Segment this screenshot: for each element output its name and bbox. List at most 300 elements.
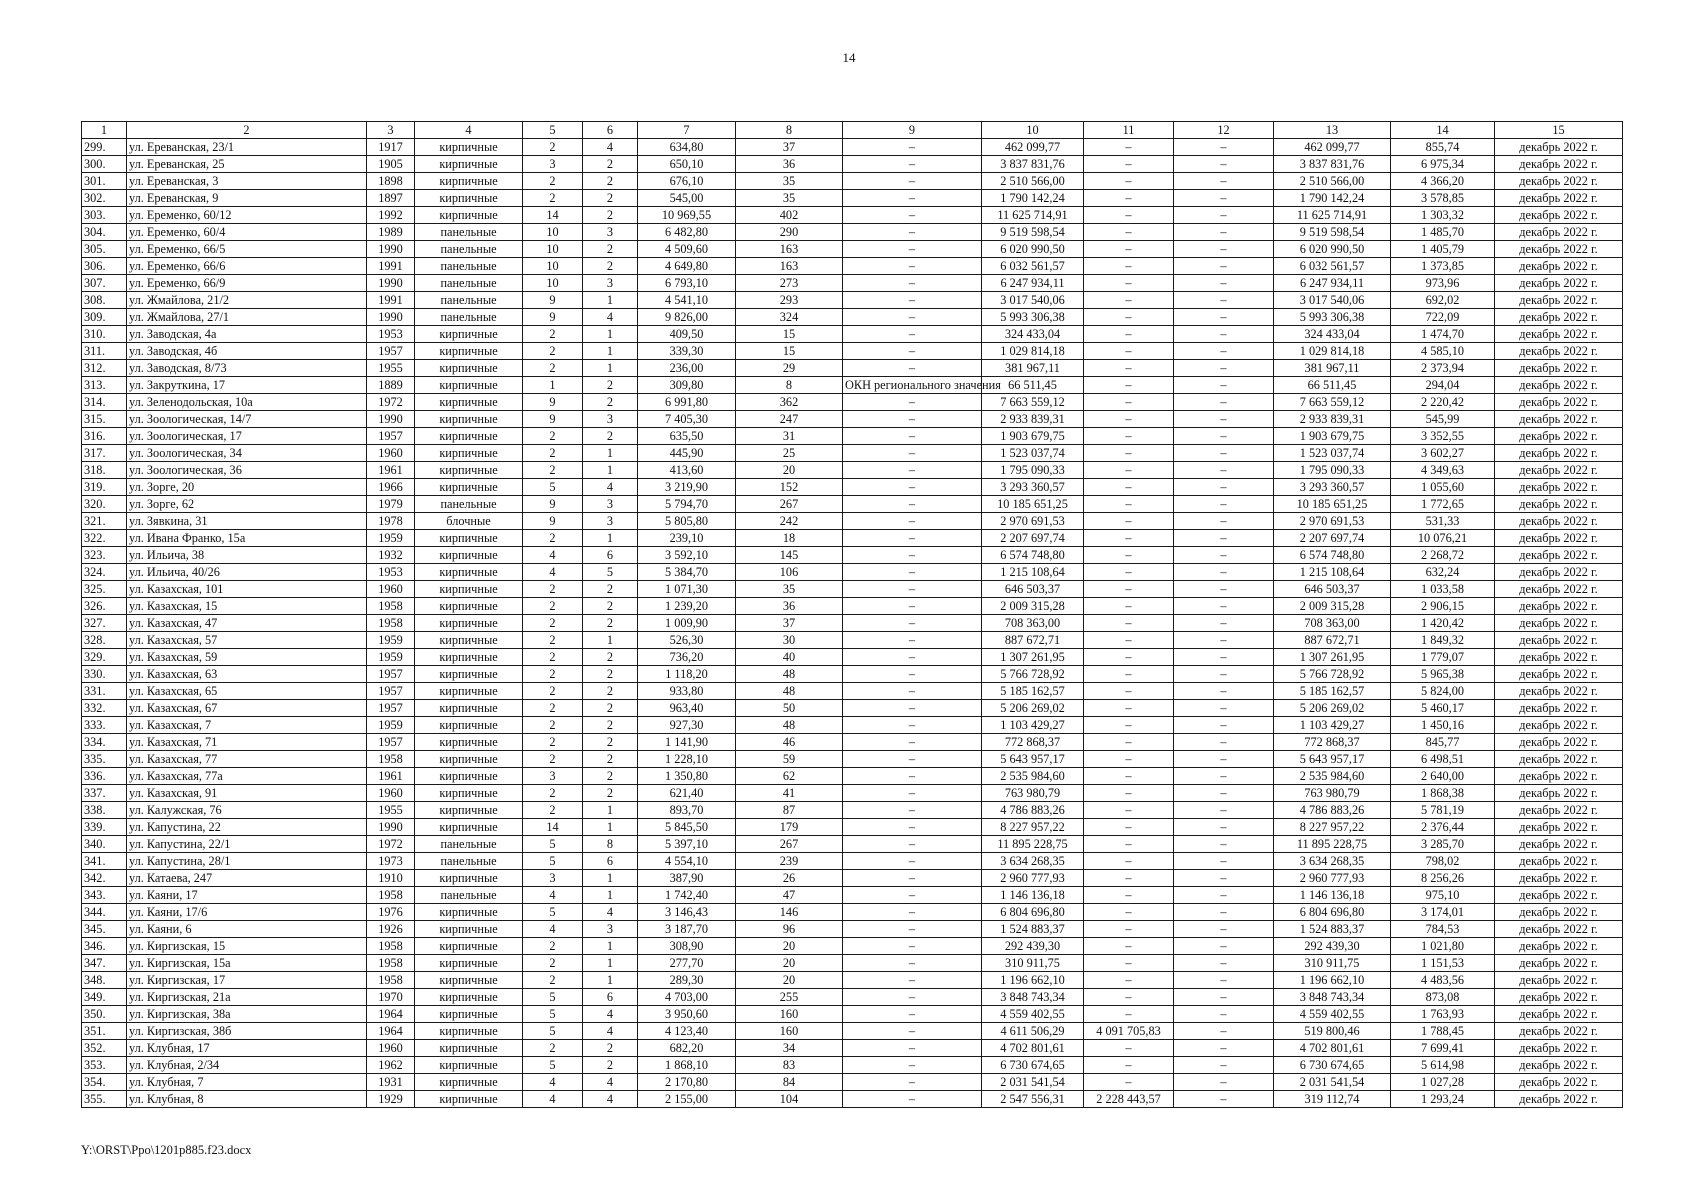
table-cell-col-7: 621,40 bbox=[638, 785, 736, 802]
table-cell-col-5: 2 bbox=[523, 139, 583, 156]
table-cell-col-14: 2 373,94 bbox=[1391, 360, 1495, 377]
table-cell-col-5: 5 bbox=[523, 479, 583, 496]
table-cell-col-8: 104 bbox=[736, 1091, 843, 1108]
file-path-footer: Y:\ORST\Ppo\1201p885.f23.docx bbox=[81, 1143, 252, 1157]
column-header-3: 3 bbox=[367, 122, 415, 139]
table-body bbox=[82, 139, 1623, 1108]
table-cell-col-14: 1 033,58 bbox=[1391, 581, 1495, 598]
table-cell-col-10: 381 967,11 bbox=[982, 360, 1084, 377]
table-cell-col-3: 1972 bbox=[367, 836, 415, 853]
table-cell-col-14: 1 405,79 bbox=[1391, 241, 1495, 258]
table-cell-col-1: 324. bbox=[82, 564, 127, 581]
table-cell-col-5: 2 bbox=[523, 462, 583, 479]
table-cell-col-5: 10 bbox=[523, 241, 583, 258]
table-cell-col-10: 5 206 269,02 bbox=[982, 700, 1084, 717]
table-cell-col-1: 343. bbox=[82, 887, 127, 904]
table-cell-col-12: – bbox=[1174, 972, 1274, 989]
table-cell-col-8: 37 bbox=[736, 615, 843, 632]
table-cell-col-7: 1 239,20 bbox=[638, 598, 736, 615]
table-cell-col-8: 239 bbox=[736, 853, 843, 870]
table-cell-col-8: 267 bbox=[736, 836, 843, 853]
table-cell-col-11: – bbox=[1084, 938, 1174, 955]
table-cell-col-11: – bbox=[1084, 717, 1174, 734]
table-cell-col-1: 335. bbox=[82, 751, 127, 768]
table-cell-col-14: 1 293,24 bbox=[1391, 1091, 1495, 1108]
table-cell-col-3: 1929 bbox=[367, 1091, 415, 1108]
table-cell-col-4: кирпичные bbox=[415, 1006, 523, 1023]
table-cell-col-2: ул. Зорге, 20 bbox=[127, 479, 367, 496]
table-cell-col-15: декабрь 2022 г. bbox=[1495, 428, 1623, 445]
table-cell-col-15: декабрь 2022 г. bbox=[1495, 1091, 1623, 1108]
table-cell-col-15: декабрь 2022 г. bbox=[1495, 683, 1623, 700]
table-cell-col-2: ул. Катаева, 247 bbox=[127, 870, 367, 887]
table-cell-col-1: 338. bbox=[82, 802, 127, 819]
table-cell-col-3: 1991 bbox=[367, 292, 415, 309]
table-cell-col-7: 289,30 bbox=[638, 972, 736, 989]
table-cell-col-5: 2 bbox=[523, 615, 583, 632]
table-cell-col-14: 10 076,21 bbox=[1391, 530, 1495, 547]
table-row bbox=[82, 292, 1623, 309]
table-cell-col-7: 1 118,20 bbox=[638, 666, 736, 683]
table-cell-col-10: 324 433,04 bbox=[982, 326, 1084, 343]
table-cell-col-8: 145 bbox=[736, 547, 843, 564]
table-cell-col-9: – bbox=[843, 615, 982, 632]
table-cell-col-13: 11 625 714,91 bbox=[1274, 207, 1391, 224]
table-cell-col-6: 1 bbox=[583, 819, 638, 836]
table-cell-col-9: – bbox=[843, 1074, 982, 1091]
table-cell-col-5: 4 bbox=[523, 1074, 583, 1091]
table-cell-col-5: 2 bbox=[523, 972, 583, 989]
table-cell-col-8: 179 bbox=[736, 819, 843, 836]
table-cell-col-2: ул. Клубная, 8 bbox=[127, 1091, 367, 1108]
table-cell-col-2: ул. Казахская, 57 bbox=[127, 632, 367, 649]
table-cell-col-10: 3 293 360,57 bbox=[982, 479, 1084, 496]
table-row bbox=[82, 751, 1623, 768]
table-cell-col-9: – bbox=[843, 241, 982, 258]
table-cell-col-5: 2 bbox=[523, 632, 583, 649]
table-cell-col-12: – bbox=[1174, 547, 1274, 564]
table-cell-col-9: – bbox=[843, 853, 982, 870]
table-cell-col-3: 1958 bbox=[367, 938, 415, 955]
table-cell-col-8: 242 bbox=[736, 513, 843, 530]
table-cell-col-2: ул. Ереванская, 25 bbox=[127, 156, 367, 173]
table-cell-col-10: 763 980,79 bbox=[982, 785, 1084, 802]
table-cell-col-3: 1926 bbox=[367, 921, 415, 938]
table-cell-col-14: 2 268,72 bbox=[1391, 547, 1495, 564]
table-cell-col-15: декабрь 2022 г. bbox=[1495, 207, 1623, 224]
table-cell-col-12: – bbox=[1174, 819, 1274, 836]
table-cell-col-9: – bbox=[843, 581, 982, 598]
table-cell-col-14: 2 376,44 bbox=[1391, 819, 1495, 836]
table-cell-col-6: 1 bbox=[583, 530, 638, 547]
table-cell-col-7: 4 509,60 bbox=[638, 241, 736, 258]
table-cell-col-13: 1 196 662,10 bbox=[1274, 972, 1391, 989]
table-cell-col-3: 1958 bbox=[367, 598, 415, 615]
table-cell-col-4: кирпичные bbox=[415, 343, 523, 360]
table-cell-col-3: 1957 bbox=[367, 666, 415, 683]
table-cell-col-1: 340. bbox=[82, 836, 127, 853]
table-cell-col-2: ул. Зеленодольская, 10а bbox=[127, 394, 367, 411]
table-cell-col-12: – bbox=[1174, 768, 1274, 785]
table-row bbox=[82, 683, 1623, 700]
table-cell-col-7: 239,10 bbox=[638, 530, 736, 547]
table-row bbox=[82, 360, 1623, 377]
table-cell-col-9: – bbox=[843, 938, 982, 955]
table-cell-col-11: – bbox=[1084, 1057, 1174, 1074]
table-cell-col-6: 2 bbox=[583, 207, 638, 224]
table-cell-col-3: 1962 bbox=[367, 1057, 415, 1074]
table-cell-col-4: панельные bbox=[415, 241, 523, 258]
table-cell-col-11: – bbox=[1084, 360, 1174, 377]
table-cell-col-13: 708 363,00 bbox=[1274, 615, 1391, 632]
table-cell-col-12: – bbox=[1174, 649, 1274, 666]
table-cell-col-14: 1 485,70 bbox=[1391, 224, 1495, 241]
table-cell-col-1: 336. bbox=[82, 768, 127, 785]
table-cell-col-6: 2 bbox=[583, 190, 638, 207]
table-cell-col-5: 10 bbox=[523, 224, 583, 241]
table-cell-col-10: 292 439,30 bbox=[982, 938, 1084, 955]
table-cell-col-12: – bbox=[1174, 394, 1274, 411]
table-cell-col-9: – bbox=[843, 547, 982, 564]
table-cell-col-11: – bbox=[1084, 904, 1174, 921]
table-cell-col-14: 3 602,27 bbox=[1391, 445, 1495, 462]
table-cell-col-6: 2 bbox=[583, 734, 638, 751]
table-cell-col-7: 3 592,10 bbox=[638, 547, 736, 564]
table-cell-col-2: ул. Ереванская, 9 bbox=[127, 190, 367, 207]
table-cell-col-13: 1 307 261,95 bbox=[1274, 649, 1391, 666]
table-cell-col-11: – bbox=[1084, 207, 1174, 224]
table-cell-col-4: кирпичные bbox=[415, 700, 523, 717]
table-cell-col-3: 1960 bbox=[367, 1040, 415, 1057]
table-cell-col-1: 312. bbox=[82, 360, 127, 377]
table-cell-col-14: 692,02 bbox=[1391, 292, 1495, 309]
table-cell-col-2: ул. Калужская, 76 bbox=[127, 802, 367, 819]
table-cell-col-10: 11 895 228,75 bbox=[982, 836, 1084, 853]
table-cell-col-11: – bbox=[1084, 496, 1174, 513]
table-cell-col-8: 36 bbox=[736, 598, 843, 615]
table-cell-col-3: 1958 bbox=[367, 887, 415, 904]
table-cell-col-9: – bbox=[843, 224, 982, 241]
table-cell-col-14: 2 906,15 bbox=[1391, 598, 1495, 615]
table-cell-col-2: ул. Зоологическая, 14/7 bbox=[127, 411, 367, 428]
table-cell-col-14: 1 373,85 bbox=[1391, 258, 1495, 275]
table-row bbox=[82, 1023, 1623, 1040]
table-cell-col-2: ул. Казахская, 91 bbox=[127, 785, 367, 802]
table-cell-col-3: 1953 bbox=[367, 564, 415, 581]
table-cell-col-11: – bbox=[1084, 666, 1174, 683]
table-cell-col-9: – bbox=[843, 496, 982, 513]
table-cell-col-1: 333. bbox=[82, 717, 127, 734]
table-row bbox=[82, 462, 1623, 479]
table-cell-col-8: 35 bbox=[736, 190, 843, 207]
table-cell-col-7: 682,20 bbox=[638, 1040, 736, 1057]
table-cell-col-6: 4 bbox=[583, 309, 638, 326]
table-cell-col-14: 4 366,20 bbox=[1391, 173, 1495, 190]
table-cell-col-3: 1990 bbox=[367, 411, 415, 428]
table-row bbox=[82, 734, 1623, 751]
table-cell-col-5: 2 bbox=[523, 173, 583, 190]
table-cell-col-7: 1 742,40 bbox=[638, 887, 736, 904]
table-cell-col-7: 1 141,90 bbox=[638, 734, 736, 751]
table-cell-col-8: 163 bbox=[736, 258, 843, 275]
table-cell-col-15: декабрь 2022 г. bbox=[1495, 717, 1623, 734]
table-cell-col-11: – bbox=[1084, 887, 1174, 904]
table-cell-col-15: декабрь 2022 г. bbox=[1495, 530, 1623, 547]
table-cell-col-12: – bbox=[1174, 683, 1274, 700]
table-cell-col-14: 1 763,93 bbox=[1391, 1006, 1495, 1023]
table-cell-col-8: 48 bbox=[736, 666, 843, 683]
table-cell-col-11: – bbox=[1084, 751, 1174, 768]
table-cell-col-11: – bbox=[1084, 564, 1174, 581]
table-cell-col-13: 8 227 957,22 bbox=[1274, 819, 1391, 836]
table-cell-col-15: декабрь 2022 г. bbox=[1495, 496, 1623, 513]
table-cell-col-10: 8 227 957,22 bbox=[982, 819, 1084, 836]
table-cell-col-10: 1 523 037,74 bbox=[982, 445, 1084, 462]
column-header-11: 11 bbox=[1084, 122, 1174, 139]
table-row bbox=[82, 615, 1623, 632]
table-cell-col-8: 50 bbox=[736, 700, 843, 717]
table-cell-col-7: 963,40 bbox=[638, 700, 736, 717]
table-cell-col-5: 4 bbox=[523, 921, 583, 938]
table-cell-col-14: 1 849,32 bbox=[1391, 632, 1495, 649]
table-row bbox=[82, 819, 1623, 836]
table-cell-col-1: 339. bbox=[82, 819, 127, 836]
table-cell-col-14: 798,02 bbox=[1391, 853, 1495, 870]
table-cell-col-12: – bbox=[1174, 326, 1274, 343]
table-cell-col-7: 5 384,70 bbox=[638, 564, 736, 581]
table-cell-col-10: 5 643 957,17 bbox=[982, 751, 1084, 768]
table-row bbox=[82, 1074, 1623, 1091]
table-cell-col-9: – bbox=[843, 802, 982, 819]
table-cell-col-14: 4 585,10 bbox=[1391, 343, 1495, 360]
table-cell-col-5: 14 bbox=[523, 819, 583, 836]
table-cell-col-13: 1 215 108,64 bbox=[1274, 564, 1391, 581]
table-cell-col-15: декабрь 2022 г. bbox=[1495, 547, 1623, 564]
table-cell-col-9: – bbox=[843, 785, 982, 802]
table-cell-col-9: – bbox=[843, 870, 982, 887]
table-cell-col-12: – bbox=[1174, 258, 1274, 275]
table-cell-col-15: декабрь 2022 г. bbox=[1495, 1040, 1623, 1057]
table-row bbox=[82, 547, 1623, 564]
table-cell-col-11: – bbox=[1084, 836, 1174, 853]
table-cell-col-9: – bbox=[843, 836, 982, 853]
table-cell-col-10: 4 559 402,55 bbox=[982, 1006, 1084, 1023]
table-cell-col-7: 634,80 bbox=[638, 139, 736, 156]
table-cell-col-8: 29 bbox=[736, 360, 843, 377]
table-cell-col-12: – bbox=[1174, 1023, 1274, 1040]
table-cell-col-4: кирпичные bbox=[415, 904, 523, 921]
column-header-5: 5 bbox=[523, 122, 583, 139]
table-cell-col-3: 1958 bbox=[367, 751, 415, 768]
table-cell-col-3: 1959 bbox=[367, 649, 415, 666]
table-cell-col-13: 2 510 566,00 bbox=[1274, 173, 1391, 190]
table-cell-col-4: кирпичные bbox=[415, 479, 523, 496]
table-cell-col-12: – bbox=[1174, 751, 1274, 768]
table-row bbox=[82, 530, 1623, 547]
table-cell-col-2: ул. Еременко, 60/12 bbox=[127, 207, 367, 224]
table-cell-col-14: 3 578,85 bbox=[1391, 190, 1495, 207]
table-cell-col-10: 4 611 506,29 bbox=[982, 1023, 1084, 1040]
table-cell-col-1: 332. bbox=[82, 700, 127, 717]
table-cell-col-11: – bbox=[1084, 428, 1174, 445]
table-cell-col-4: кирпичные bbox=[415, 802, 523, 819]
table-cell-col-4: кирпичные bbox=[415, 666, 523, 683]
table-cell-col-8: 362 bbox=[736, 394, 843, 411]
table-cell-col-15: декабрь 2022 г. bbox=[1495, 989, 1623, 1006]
table-cell-col-5: 5 bbox=[523, 836, 583, 853]
table-row bbox=[82, 649, 1623, 666]
table-cell-col-12: – bbox=[1174, 1040, 1274, 1057]
table-cell-col-14: 973,96 bbox=[1391, 275, 1495, 292]
table-cell-col-13: 462 099,77 bbox=[1274, 139, 1391, 156]
table-cell-col-10: 5 766 728,92 bbox=[982, 666, 1084, 683]
table-cell-col-4: панельные bbox=[415, 836, 523, 853]
table-cell-col-3: 1961 bbox=[367, 462, 415, 479]
table-cell-col-2: ул. Киргизская, 17 bbox=[127, 972, 367, 989]
table-cell-col-8: 20 bbox=[736, 972, 843, 989]
table-cell-col-13: 6 804 696,80 bbox=[1274, 904, 1391, 921]
table-cell-col-15: декабрь 2022 г. bbox=[1495, 411, 1623, 428]
column-header-13: 13 bbox=[1274, 122, 1391, 139]
table-cell-col-14: 2 640,00 bbox=[1391, 768, 1495, 785]
table-row bbox=[82, 921, 1623, 938]
table-cell-col-13: 2 933 839,31 bbox=[1274, 411, 1391, 428]
table-cell-col-2: ул. Капустина, 22/1 bbox=[127, 836, 367, 853]
table-cell-col-13: 519 800,46 bbox=[1274, 1023, 1391, 1040]
table-cell-col-11: – bbox=[1084, 224, 1174, 241]
table-cell-col-4: кирпичные bbox=[415, 428, 523, 445]
table-cell-col-4: кирпичные bbox=[415, 360, 523, 377]
table-cell-col-4: кирпичные bbox=[415, 683, 523, 700]
table-cell-col-2: ул. Киргизская, 15 bbox=[127, 938, 367, 955]
table-cell-col-4: панельные bbox=[415, 309, 523, 326]
table-cell-col-3: 1957 bbox=[367, 428, 415, 445]
table-cell-col-5: 3 bbox=[523, 768, 583, 785]
table-row bbox=[82, 700, 1623, 717]
table-cell-col-10: 6 804 696,80 bbox=[982, 904, 1084, 921]
table-cell-col-3: 1897 bbox=[367, 190, 415, 207]
table-cell-col-1: 347. bbox=[82, 955, 127, 972]
table-cell-col-6: 2 bbox=[583, 394, 638, 411]
table-cell-col-9: – bbox=[843, 666, 982, 683]
table-row bbox=[82, 785, 1623, 802]
table-cell-col-6: 1 bbox=[583, 887, 638, 904]
table-cell-col-1: 353. bbox=[82, 1057, 127, 1074]
table-row bbox=[82, 1006, 1623, 1023]
table-cell-col-6: 2 bbox=[583, 581, 638, 598]
table-cell-col-12: – bbox=[1174, 632, 1274, 649]
table-cell-col-6: 2 bbox=[583, 666, 638, 683]
table-cell-col-13: 2 207 697,74 bbox=[1274, 530, 1391, 547]
table-cell-col-8: 20 bbox=[736, 955, 843, 972]
table-cell-col-8: 96 bbox=[736, 921, 843, 938]
table-cell-col-9: – bbox=[843, 326, 982, 343]
table-cell-col-8: 15 bbox=[736, 343, 843, 360]
table-cell-col-10: 1 790 142,24 bbox=[982, 190, 1084, 207]
table-cell-col-7: 3 950,60 bbox=[638, 1006, 736, 1023]
table-cell-col-9: – bbox=[843, 1091, 982, 1108]
table-cell-col-13: 66 511,45 bbox=[1274, 377, 1391, 394]
table-cell-col-8: 59 bbox=[736, 751, 843, 768]
table-cell-col-1: 321. bbox=[82, 513, 127, 530]
table-cell-col-15: декабрь 2022 г. bbox=[1495, 768, 1623, 785]
table-cell-col-11: – bbox=[1084, 411, 1174, 428]
table-cell-col-6: 3 bbox=[583, 513, 638, 530]
table-cell-col-9: – bbox=[843, 360, 982, 377]
table-cell-col-15: декабрь 2022 г. bbox=[1495, 564, 1623, 581]
table-row bbox=[82, 564, 1623, 581]
table-cell-col-14: 8 256,26 bbox=[1391, 870, 1495, 887]
table-cell-col-2: ул. Казахская, 77 bbox=[127, 751, 367, 768]
table-row bbox=[82, 343, 1623, 360]
table-cell-col-6: 5 bbox=[583, 564, 638, 581]
table-cell-col-3: 1973 bbox=[367, 853, 415, 870]
table-cell-col-4: кирпичные bbox=[415, 598, 523, 615]
table-cell-col-12: – bbox=[1174, 496, 1274, 513]
table-cell-col-2: ул. Казахская, 63 bbox=[127, 666, 367, 683]
table-cell-col-8: 26 bbox=[736, 870, 843, 887]
column-header-10: 10 bbox=[982, 122, 1084, 139]
table-cell-col-5: 9 bbox=[523, 513, 583, 530]
table-cell-col-9: – bbox=[843, 972, 982, 989]
table-cell-col-2: ул. Закруткина, 17 bbox=[127, 377, 367, 394]
table-row bbox=[82, 717, 1623, 734]
table-cell-col-13: 6 574 748,80 bbox=[1274, 547, 1391, 564]
table-cell-col-8: 163 bbox=[736, 241, 843, 258]
table-cell-col-3: 1931 bbox=[367, 1074, 415, 1091]
table-cell-col-3: 1992 bbox=[367, 207, 415, 224]
table-row bbox=[82, 224, 1623, 241]
table-cell-col-14: 975,10 bbox=[1391, 887, 1495, 904]
table-cell-col-3: 1972 bbox=[367, 394, 415, 411]
table-cell-col-1: 311. bbox=[82, 343, 127, 360]
table-cell-col-8: 87 bbox=[736, 802, 843, 819]
table-cell-col-11: – bbox=[1084, 802, 1174, 819]
table-cell-col-15: декабрь 2022 г. bbox=[1495, 479, 1623, 496]
table-cell-col-5: 2 bbox=[523, 785, 583, 802]
table-cell-col-2: ул. Жмайлова, 21/2 bbox=[127, 292, 367, 309]
table-cell-col-1: 329. bbox=[82, 649, 127, 666]
table-cell-col-1: 318. bbox=[82, 462, 127, 479]
table-cell-col-14: 873,08 bbox=[1391, 989, 1495, 1006]
table-cell-col-13: 6 020 990,50 bbox=[1274, 241, 1391, 258]
table-cell-col-11: – bbox=[1084, 173, 1174, 190]
table-cell-col-13: 4 559 402,55 bbox=[1274, 1006, 1391, 1023]
table-cell-col-13: 1 524 883,37 bbox=[1274, 921, 1391, 938]
table-cell-col-13: 3 848 743,34 bbox=[1274, 989, 1391, 1006]
table-cell-col-14: 1 055,60 bbox=[1391, 479, 1495, 496]
table-cell-col-2: ул. Казахская, 15 bbox=[127, 598, 367, 615]
table-cell-col-11: – bbox=[1084, 972, 1174, 989]
table-cell-col-15: декабрь 2022 г. bbox=[1495, 292, 1623, 309]
table-cell-col-2: ул. Зявкина, 31 bbox=[127, 513, 367, 530]
table-cell-col-13: 10 185 651,25 bbox=[1274, 496, 1391, 513]
table-cell-col-5: 9 bbox=[523, 292, 583, 309]
table-cell-col-1: 315. bbox=[82, 411, 127, 428]
table-cell-col-5: 5 bbox=[523, 1006, 583, 1023]
table-cell-col-3: 1898 bbox=[367, 173, 415, 190]
table-cell-col-10: 2 535 984,60 bbox=[982, 768, 1084, 785]
table-cell-col-8: 160 bbox=[736, 1006, 843, 1023]
table-cell-col-13: 1 790 142,24 bbox=[1274, 190, 1391, 207]
table-cell-col-7: 9 826,00 bbox=[638, 309, 736, 326]
table-cell-col-4: кирпичные bbox=[415, 972, 523, 989]
table-cell-col-14: 722,09 bbox=[1391, 309, 1495, 326]
table-cell-col-13: 1 795 090,33 bbox=[1274, 462, 1391, 479]
table-cell-col-11: – bbox=[1084, 1040, 1174, 1057]
table-cell-col-10: 1 307 261,95 bbox=[982, 649, 1084, 666]
table-cell-col-5: 3 bbox=[523, 156, 583, 173]
